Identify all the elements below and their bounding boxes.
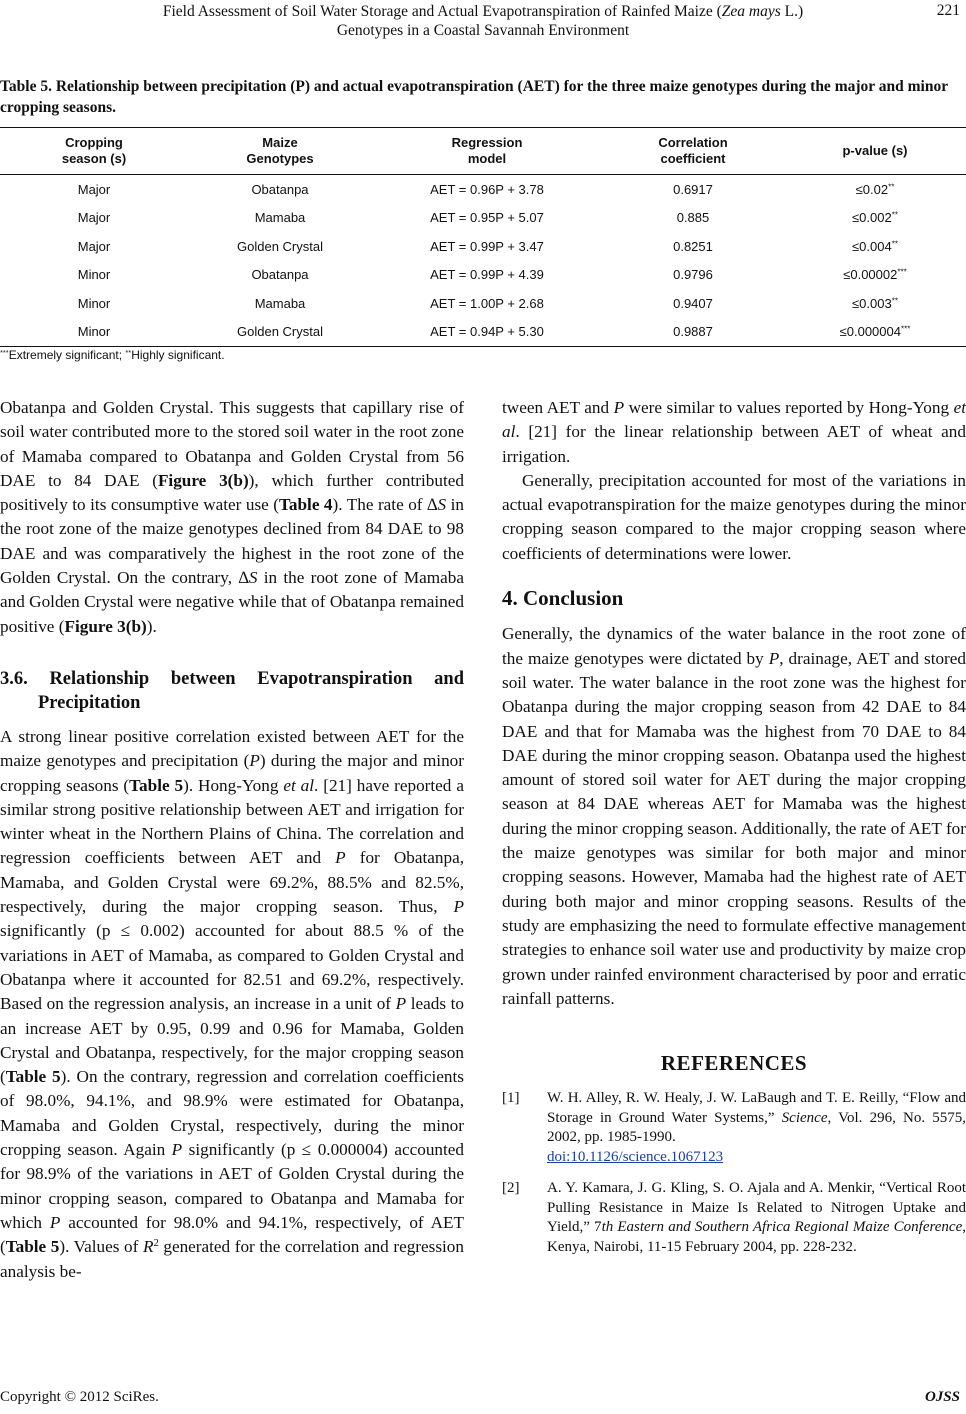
season-cell: Minor	[0, 318, 188, 347]
table-row	[0, 204, 966, 233]
p-value-cell: ≤0.004**	[852, 238, 898, 254]
genotype-cell: Obatanpa	[251, 267, 309, 283]
reference-item: [2] A. Y. Kamara, J. G. Kling, S. O. Ajala and A. Menkir, “Vertical Root Pulling Resistance in Maize Is Related to Nitrogen Uptake and Yield,” 7th Eastern and Southern Africa Regional Maize Conference, Kenya, Nairobi, 11-15 February 2004, pp. 228-232.	[502, 1180, 966, 1255]
table-caption: Table 5. Relationship between precipitation (P) and actual evapotranspiration (AET) for the three maize genotypes during the major and minor cropping seasons.	[0, 78, 948, 116]
table-row	[0, 175, 966, 204]
genotype-cell: Mamaba	[254, 210, 306, 226]
model-cell: AET = 0.96P + 3.78	[430, 181, 544, 197]
genotype-cell: Mamaba	[254, 295, 306, 311]
body-paragraph: tween AET and P were similar to values reported by Hong-Yong et al. [21] for the linear relationship between AET of wheat and irrigation.	[502, 398, 966, 466]
page-footer	[0, 1389, 966, 1406]
season-cell: Minor	[77, 267, 111, 283]
correlation-cell: 0.9407	[673, 295, 713, 311]
column-header: Maize Genotypes	[188, 128, 372, 175]
references-heading: REFERENCES	[660, 1051, 808, 1076]
season-cell: Minor	[77, 295, 111, 311]
journal-name: OJSS	[924, 1389, 960, 1405]
model-cell: AET = 0.99P + 4.39	[430, 267, 544, 283]
copyright-text: Copyright © 2012 SciRes.	[0, 1389, 159, 1405]
table-row	[0, 232, 966, 261]
reference-item: [1] W. H. Alley, R. W. Healy, J. W. LaBaugh and T. E. Reilly, “Flow and Storage in Ground Water Systems,” Science, Vol. 296, No. 5575, 2002, pp. 1985-1990. doi:10.1126/science.1067123	[502, 1090, 966, 1165]
correlation-cell: 0.9887	[602, 318, 784, 347]
running-title-line1: Field Assessment of Soil Water Storage and Actual Evapotranspiration of Rainfed Maize (Zea mays L.)	[162, 3, 804, 20]
season-cell: Major	[77, 210, 111, 226]
p-value-cell: ≤0.003**	[852, 295, 898, 311]
body-paragraph: Obatanpa and Golden Crystal. This suggests that capillary rise of soil water contributed more to the stored soil water in the root zone of Mamaba compared to Obatanpa and Golden Crystal from 56 DAE to 84 DAE (Figure 3(b)), which further contributed positively to its consumptive water use (Table 4). The rate of ∆S in the root zone of the maize genotypes declined from 84 DAE to 98 DAE and was comparatively the highest in the root zone of the Golden Crystal. On the contrary, ∆S in the root zone of Mamaba and Golden Crystal were negative while that of Obatanpa remained positive (Figure 3(b)).	[0, 398, 464, 636]
p-value-cell: ≤0.00002***	[843, 267, 907, 283]
column-header: p-value (s)	[784, 128, 966, 175]
column-header: Correlation coefficient	[602, 128, 784, 175]
body-paragraph: A strong linear positive correlation existed between AET for the maize genotypes and precipitation (P) during the major and minor cropping seasons (Table 5). Hong-Yong et al. [21] have reported a similar strong positive relationship between AET and irrigation for winter wheat in the Northern Plains of China. The correlation and regression coefficients between AET and P for Obatanpa, Mamaba, and Golden Crystal were 69.2%, 88.5% and 82.5%, respectively, during the major cropping season. Thus, P significantly (p ≤ 0.002) accounted for about 88.5 % of the variations in AET of Mamaba, as compared to Golden Crystal and Obatanpa where it accounted for 82.51 and 69.2%, respectively. Based on the regression analysis, an increase in a unit of P leads to an increase AET by 0.95, 0.99 and 0.96 for Mamaba, Golden Crystal and Obatanpa, respectively, for the major cropping season (Table 5). On the contrary, regression and correlation coefficients of 98.0%, 94.1%, and 98.9% were estimated for Obatanpa, Mamaba and Golden Crystal, respectively, during the minor cropping season. Again P significantly (p ≤ 0.000004) accounted for 98.9% of the variations in AET of Golden Crystal during the minor cropping season, compared to Obatanpa and Mamaba for which P accounted for 98.0% and 94.1%, respectively, of AET (Table 5). Values of $R^2$ generated for the correlation and regression analysis be-	[0, 726, 464, 1281]
data-table	[0, 127, 966, 347]
section-heading: 4. Conclusion	[502, 586, 624, 611]
table-row	[0, 289, 966, 318]
reference-number: [1]	[502, 1090, 520, 1107]
right-column	[502, 396, 966, 1269]
page-number: 221	[936, 2, 960, 19]
table-row	[0, 261, 966, 290]
season-cell: Major	[77, 238, 111, 254]
table-row	[0, 318, 966, 347]
p-value-cell: ≤0.000004***	[784, 318, 966, 347]
p-value-cell: ≤0.02**	[855, 181, 895, 197]
body-paragraph: Generally, the dynamics of the water balance in the root zone of the maize genotypes were dictated by P, drainage, AET and stored soil water. The water balance in the root zone was the highest for Obatanpa during the major cropping season from 42 DAE to 84 DAE and that for Mamaba was the highest from 70 DAE to 84 DAE during the minor cropping season. Obatanpa used the highest amount of stored soil water for AET during the major cropping season at 84 DAE whereas AET for Mamaba was the highest during the minor cropping season. Additionally, the rate of AET for the maize genotypes was similar for both major and minor cropping seasons. However, Mamaba had the highest rate of AET during both major and minor cropping seasons. Results of the study are emphasizing the need to formulate effective management strategies to enhance soil water use and productivity by maize crop grown under rainfed environment characterised by poor and erratic rainfall patterns.	[502, 624, 966, 1008]
doi-link[interactable]: doi:10.1126/science.1067123	[547, 1148, 724, 1165]
table-footnote: ***Extremely significant; **Highly significant.	[0, 347, 225, 362]
column-header: Cropping season (s)	[0, 128, 188, 175]
genotype-cell: Golden Crystal	[188, 318, 372, 347]
running-title-line2: Genotypes in a Coastal Savannah Environment	[336, 22, 630, 39]
correlation-cell: 0.8251	[673, 238, 713, 254]
correlation-cell: 0.6917	[673, 181, 713, 197]
table-header-row	[0, 128, 966, 175]
genotype-cell: Obatanpa	[251, 181, 309, 197]
model-cell: AET = 0.99P + 3.47	[430, 238, 544, 254]
model-cell: AET = 0.95P + 5.07	[430, 210, 544, 226]
column-header: Regression model	[372, 128, 602, 175]
correlation-cell: 0.885	[676, 210, 710, 226]
model-cell: AET = 1.00P + 2.68	[430, 295, 544, 311]
p-value-cell: ≤0.002**	[852, 210, 898, 226]
body-paragraph: Generally, precipitation accounted for most of the variations in actual evapotranspiration for the maize genotypes during the minor cropping season compared to the major cropping season where coefficients of determinations were lower.	[502, 470, 966, 563]
left-column	[0, 396, 464, 1284]
genotype-cell: Golden Crystal	[237, 238, 323, 254]
model-cell: AET = 0.94P + 5.30	[372, 318, 602, 347]
correlation-cell: 0.9796	[673, 267, 713, 283]
reference-number: [2]	[502, 1180, 520, 1197]
section-heading: 3.6. Relationship between Evapotranspiration and Precipitation	[0, 668, 464, 713]
season-cell: Major	[77, 181, 111, 197]
running-header	[0, 0, 966, 44]
